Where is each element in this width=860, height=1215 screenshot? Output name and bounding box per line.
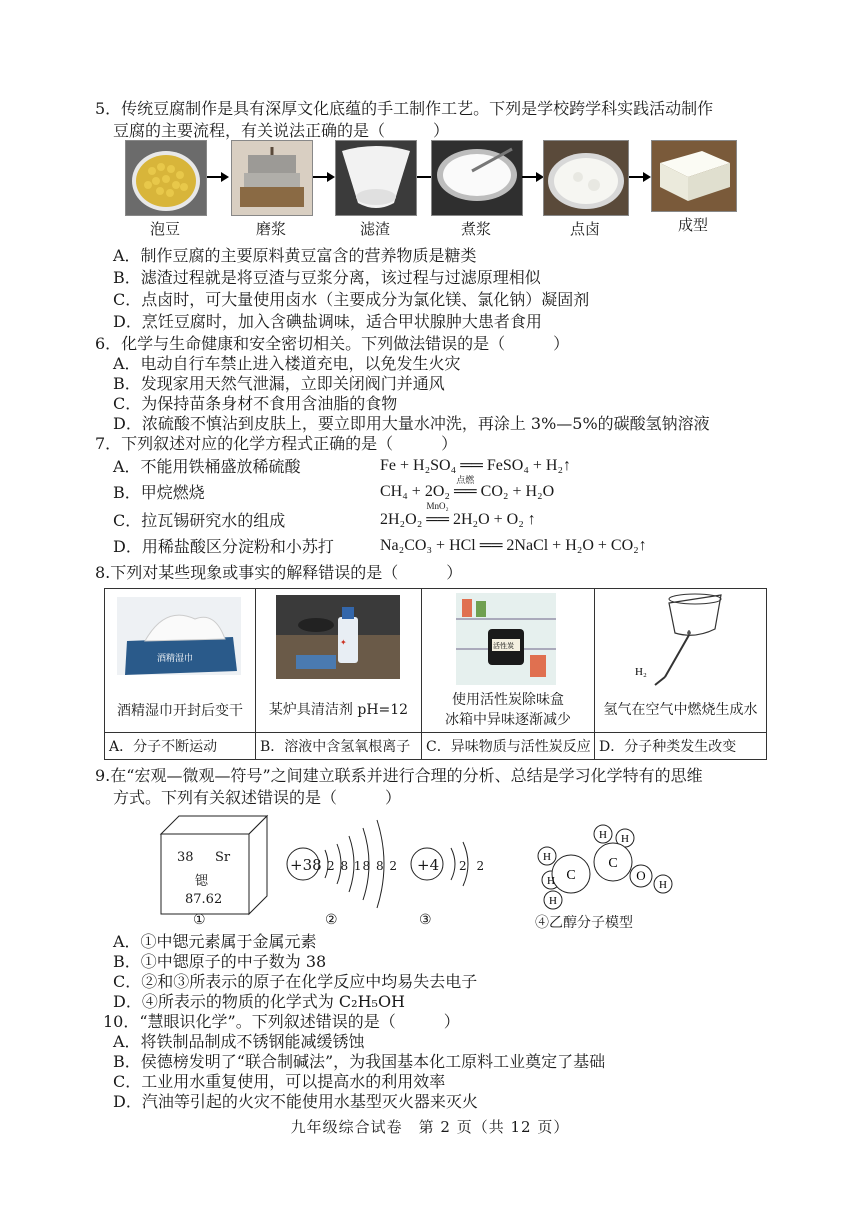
q5-stem-line2: 豆腐的主要流程，有关说法正确的是（ ）: [113, 121, 450, 140]
q6-option-d: D．浓硫酸不慎沾到皮肤上，要立即用大量水冲洗，再涂上 3%—5%的碳酸氢钠溶液: [113, 414, 710, 433]
q9-stem-line2: 方式。下列有关叙述错误的是（ ）: [113, 788, 402, 807]
q8-cell-wipes: [105, 589, 256, 733]
condition-text: 点燃: [456, 475, 475, 485]
q8-cell-charcoal: [422, 589, 595, 733]
soybeans-image: [125, 140, 207, 216]
element-symbol: Sr: [215, 850, 231, 865]
step-label: 滤渣: [359, 220, 390, 238]
q5-stem-line1: 5．传统豆腐制作是具有深厚文化底蕴的手工制作工艺。下列是学校跨学科实践活动制作: [95, 99, 714, 118]
step-shape: [651, 140, 737, 234]
step-label: 泡豆: [149, 220, 180, 238]
q9-option-d: D．④所表示的物质的化学式为 C₂H₅OH: [113, 992, 406, 1011]
equation-c: [380, 501, 536, 529]
figure-label-3: ③: [419, 912, 432, 928]
svg-text:H: H: [621, 833, 629, 845]
svg-text:C: C: [566, 868, 576, 883]
equation-left: Fe + H₂SO₄: [380, 457, 457, 474]
wipes-label: 酒精湿巾: [157, 654, 194, 664]
svg-text:H: H: [549, 895, 557, 907]
equation-left: 2H₂O₂: [380, 511, 423, 528]
arrow-icon: [522, 172, 544, 182]
reaction-condition: 点燃 ══: [453, 475, 477, 500]
q8-desc-3: 使用活性炭除味盒 冰箱中异味逐渐减少: [445, 692, 571, 728]
equation-d: [380, 537, 647, 555]
tofu-block-image: [651, 140, 737, 212]
equals-sign: ══: [460, 457, 483, 474]
q5-option-a: A．制作豆腐的主要原料黄豆富含的营养物质是糖类: [113, 246, 477, 265]
q8-table: [104, 588, 767, 760]
step-label: 成型: [677, 216, 708, 234]
q9-figures: [155, 812, 675, 937]
q8-desc-4: 氢气在空气中燃烧生成水: [603, 702, 758, 718]
equation-right: FeSO₄ + H₂↑: [486, 457, 572, 474]
step-label: 磨浆: [255, 220, 286, 238]
q6-stem: 6．化学与生命健康和安全密切相关。下列做法错误的是（ ）: [95, 334, 570, 353]
q10-option-c: C．工业用水重复使用，可以提高水的利用效率: [113, 1072, 446, 1091]
boiling-pot-image: [431, 140, 523, 216]
step-label: 煮浆: [460, 220, 491, 238]
h2-label: H₂: [635, 666, 647, 678]
svg-text:C: C: [608, 856, 618, 871]
ethanol-molecule-model: [535, 812, 675, 912]
tofu-process-figure: [125, 140, 745, 240]
svg-text:H: H: [547, 875, 555, 887]
page-footer: 九年级综合试卷 第 2 页（共 12 页）: [290, 1118, 570, 1136]
question-9: [95, 765, 775, 809]
equation-left: Na₂CO₃ + HCl: [380, 537, 476, 554]
condition-text: MnO₂: [426, 501, 449, 511]
filter-cloth-image: [335, 140, 417, 216]
atomic-number: 38: [177, 850, 194, 865]
atomic-mass: 87.62: [185, 892, 223, 907]
step-soak-beans: [125, 140, 207, 238]
q7-option-c: C．拉瓦锡研究水的组成: [113, 511, 286, 530]
arrow-icon: [313, 172, 335, 182]
q5-option-b: B．滤渣过程就是将豆渣与豆浆分离，该过程与过滤原理相似: [113, 268, 541, 287]
q8-cell-cleaner: [256, 589, 422, 733]
q8-desc-1: 酒精湿巾开封后变干: [105, 689, 255, 732]
step-coagulate: [543, 140, 629, 238]
question-5: [95, 98, 775, 142]
q10-option-b: B．侯德榜发明了“联合制碱法”，为我国基本化工原料工业奠定了基础: [113, 1052, 606, 1071]
equation-b: [380, 475, 555, 501]
stove-cleaner-image: [256, 589, 421, 689]
equation-right: CO₂ + H₂O: [480, 483, 555, 500]
q9-option-c: C．②和③所表示的原子在化学反应中均易失去电子: [113, 972, 478, 991]
svg-text:O: O: [636, 868, 646, 883]
equals-sign: ══: [479, 537, 503, 554]
arrow-icon: [207, 172, 229, 182]
hydrogen-burning-image: [595, 589, 766, 689]
q6-option-a: A．电动自行车禁止进入楼道充电，以免发生火灾: [113, 354, 461, 373]
q7-option-b: B．甲烷燃烧: [113, 483, 205, 502]
equation-right: 2NaCl + H₂O + CO₂↑: [506, 537, 647, 554]
q8-option-a: A．分子不断运动: [105, 733, 256, 760]
q9-option-a: A．①中锶元素属于金属元素: [113, 932, 317, 951]
arrow-icon: [629, 172, 651, 182]
equation-a: [380, 457, 571, 475]
step-filter: [335, 140, 417, 238]
q7-stem: 7．下列叙述对应的化学方程式正确的是（ ）: [95, 434, 458, 453]
element-name: 锶: [195, 874, 209, 889]
svg-text:H: H: [543, 851, 551, 863]
reaction-condition: MnO₂ ══: [426, 501, 449, 528]
q6-option-b: B．发现家用天然气泄漏，立即关闭阀门并通风: [113, 374, 445, 393]
q8-desc-2: 某炉具清洁剂 pH=12: [268, 702, 409, 718]
nucleus-charge-38: +38: [290, 856, 322, 874]
equation-right: 2H₂O + O₂ ↑: [452, 511, 536, 528]
q9-stem-line1: 9.在“宏观—微观—符号”之间建立联系并进行合理的分析、总结是学习化学特有的思维: [95, 766, 703, 785]
q7-option-a: A．不能用铁桶盛放稀硫酸: [113, 457, 301, 476]
q5-option-d: D．烹饪豆腐时，加入含碘盐调味，适合甲状腺肿大患者食用: [113, 312, 542, 331]
step-label: 点卤: [569, 220, 600, 238]
element-cell-cube: [155, 812, 275, 927]
q8-cell-hydrogen: [595, 589, 767, 733]
q6-option-c: C．为保持苗条身材不食用含油脂的食物: [113, 394, 398, 413]
svg-text:H: H: [659, 879, 667, 891]
figure-label-4: ④乙醇分子模型: [535, 915, 633, 931]
nucleus-charge-4: +4: [417, 856, 440, 874]
q5-option-c: C．点卤时，可大量使用卤水（主要成分为氯化镁、氯化钠）凝固剂: [113, 290, 590, 309]
equation-left: CH₄ + 2O₂: [380, 483, 450, 500]
electron-shells-38: 2 8 18 8 2: [327, 859, 399, 873]
q7-option-d: D．用稀盐酸区分淀粉和小苏打: [113, 537, 334, 556]
q10-stem: 10．“慧眼识化学”。下列叙述错误的是（ ）: [103, 1012, 460, 1031]
q8-option-b: B．溶液中含氢氧根离子: [256, 733, 422, 760]
electron-shells-4: 2 2: [459, 859, 488, 873]
q9-option-b: B．①中锶原子的中子数为 38: [113, 952, 327, 971]
q10-option-d: D．汽油等引起的火灾不能使用水基型灭火器来灭火: [113, 1092, 478, 1111]
fridge-charcoal-image: [422, 589, 594, 689]
q8-option-c: C．异味物质与活性炭反应: [422, 733, 595, 760]
q8-stem: 8.下列对某些现象或事实的解释错误的是（ ）: [95, 563, 463, 582]
coagulating-image: [543, 140, 629, 216]
figure-label-1: ①: [193, 912, 206, 928]
step-grind: [231, 140, 313, 238]
figure-label-2: ②: [325, 912, 338, 928]
q8-option-d: D．分子种类发生改变: [595, 733, 767, 760]
step-boil: [431, 140, 523, 238]
svg-text:H: H: [599, 829, 607, 841]
q10-option-a: A．将铁制品制成不锈钢能减缓锈蚀: [113, 1032, 365, 1051]
wet-wipes-image: [105, 589, 255, 689]
q8-answer-row: [105, 733, 767, 760]
svg-text:✦: ✦: [340, 638, 347, 647]
charcoal-label: 活性炭: [493, 642, 514, 650]
stone-mill-image: [231, 140, 313, 216]
